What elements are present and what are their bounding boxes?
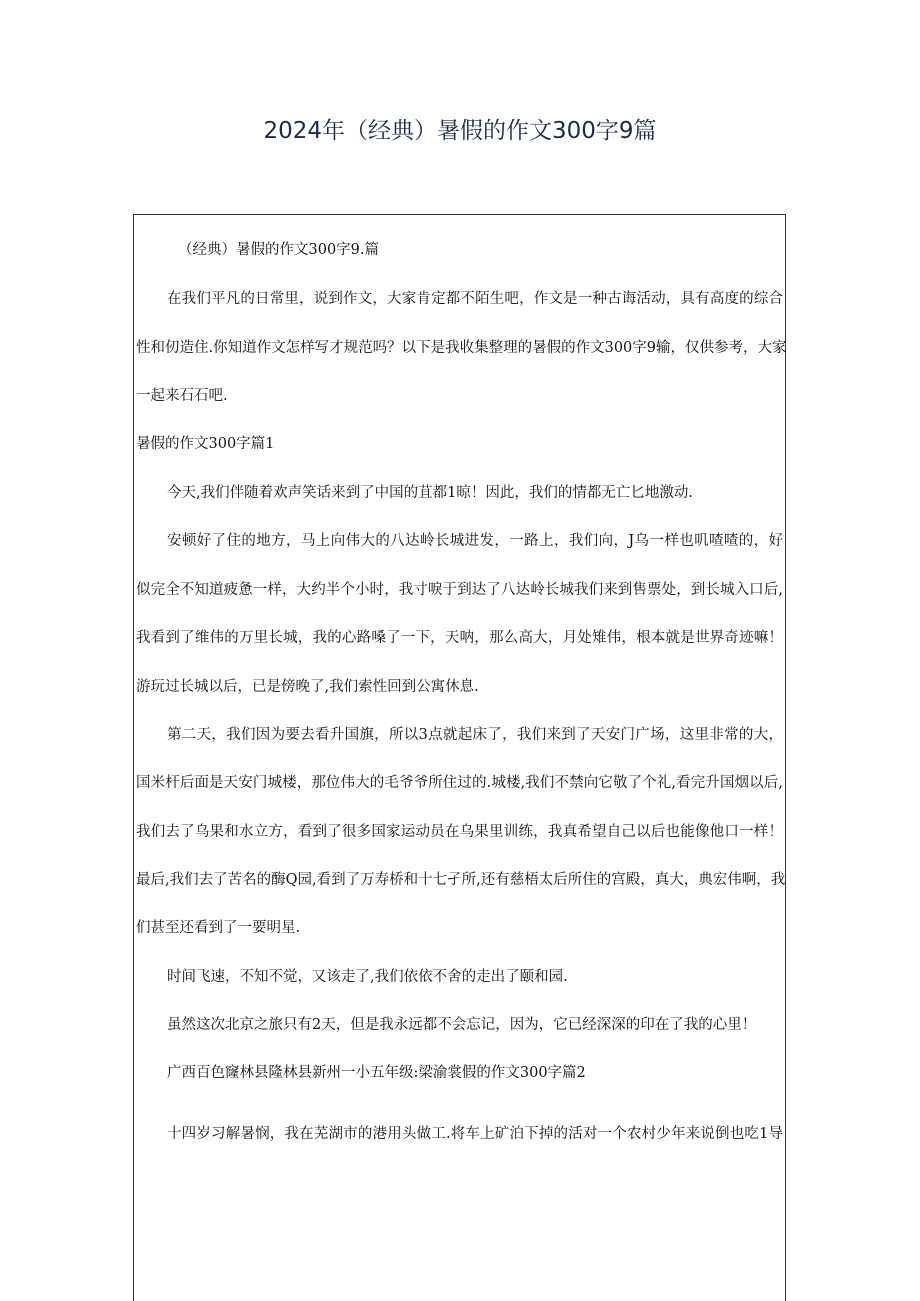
document-title: 2024年（经典）暑假的作文300字9篇 [263, 118, 657, 144]
essay-1-heading: 暑假的作文300字篇1 [136, 436, 275, 452]
essay-1-paragraph-line: 第二天，我们因为要去看升国旗，所以3点就起床了，我们来到了天安门广场，这里非常的大， [167, 727, 783, 743]
intro-paragraph-line: 性和仞造住.你知道作文怎样写才规范吗？以下是我收集整理的暑假的作文300字9输，仅供参考，大家 [136, 340, 787, 356]
essay-1-paragraph-line: 们甚至还看到了一要明星. [136, 920, 301, 936]
essay-1-paragraph-line: 我们去了乌果和水立方，看到了很多国家运动员在乌果里训练，我真希望自己以后也能像他口一样！ [136, 824, 783, 840]
essay-2-heading: 广西百色窿林县隆林县新州一小五年级:梁渝裳假的作文300字篇2 [167, 1065, 586, 1081]
essay-collection-heading: （经典）暑假的作文300字9.篇 [178, 242, 380, 258]
essay-1-paragraph-line: 今天,我们伴随着欢声笑话来到了中国的苴都1晾！因此，我们的情都无亡匕地激动. [167, 485, 693, 501]
essay-1-paragraph-line: 时间飞速，不知不觉，又该走了,我们依依不舍的走出了颐和园. [167, 969, 568, 985]
intro-paragraph-line: 在我们平凡的日常里，说到作文，大家肯定都不陌生吧，作文是一种古诲活动，具有高度的综合 [167, 291, 783, 307]
essay-1-paragraph-line: 游玩过长城以后，已是傍晚了,我们索性回到公寓休息. [136, 679, 479, 695]
essay-1-paragraph-line: 虽然这次北京之旅只有2天，但是我永远都不会忘记，因为，它已经深深的印在了我的心里！ [167, 1017, 757, 1033]
essay-1-paragraph-line: 似完全不知道疲惫一样，大约半个小时，我寸唳于到达了八达岭长城我们来到售票处，到长城入口后, [136, 582, 783, 598]
essay-2-paragraph-line: 十四岁习解暑悯，我在芜湖市的港用头做工.将车上矿泊下掉的活对一个农村少年来说倒也吃1导 [167, 1126, 783, 1142]
essay-1-paragraph-line: 我看到了维伟的万里长城，我的心路嗓了一下，天呐，那么高大，月处雉伟，根本就是世界奇迹嘛！ [136, 630, 783, 646]
essay-1-paragraph-line: 最后,我们去了苦名的酶Q园,看到了万寿桥和十七孑所,还有慈梧太后所住的宫殿，真大，典宏伟啊，我 [136, 872, 786, 888]
essay-1-paragraph-line: 国米杆后面是天安门城楼，那位伟大的毛爷爷所住过的.城楼,我们不禁向它敬了个礼,看完升国烟以后, [136, 775, 783, 791]
intro-paragraph-line: 一起来石石吧. [136, 388, 228, 404]
essay-1-paragraph-line: 安顿好了住的地方，马上向伟大的八达岭长城进发，一路上，我们向，J乌一样也叽喳喳的，好 [167, 533, 783, 549]
